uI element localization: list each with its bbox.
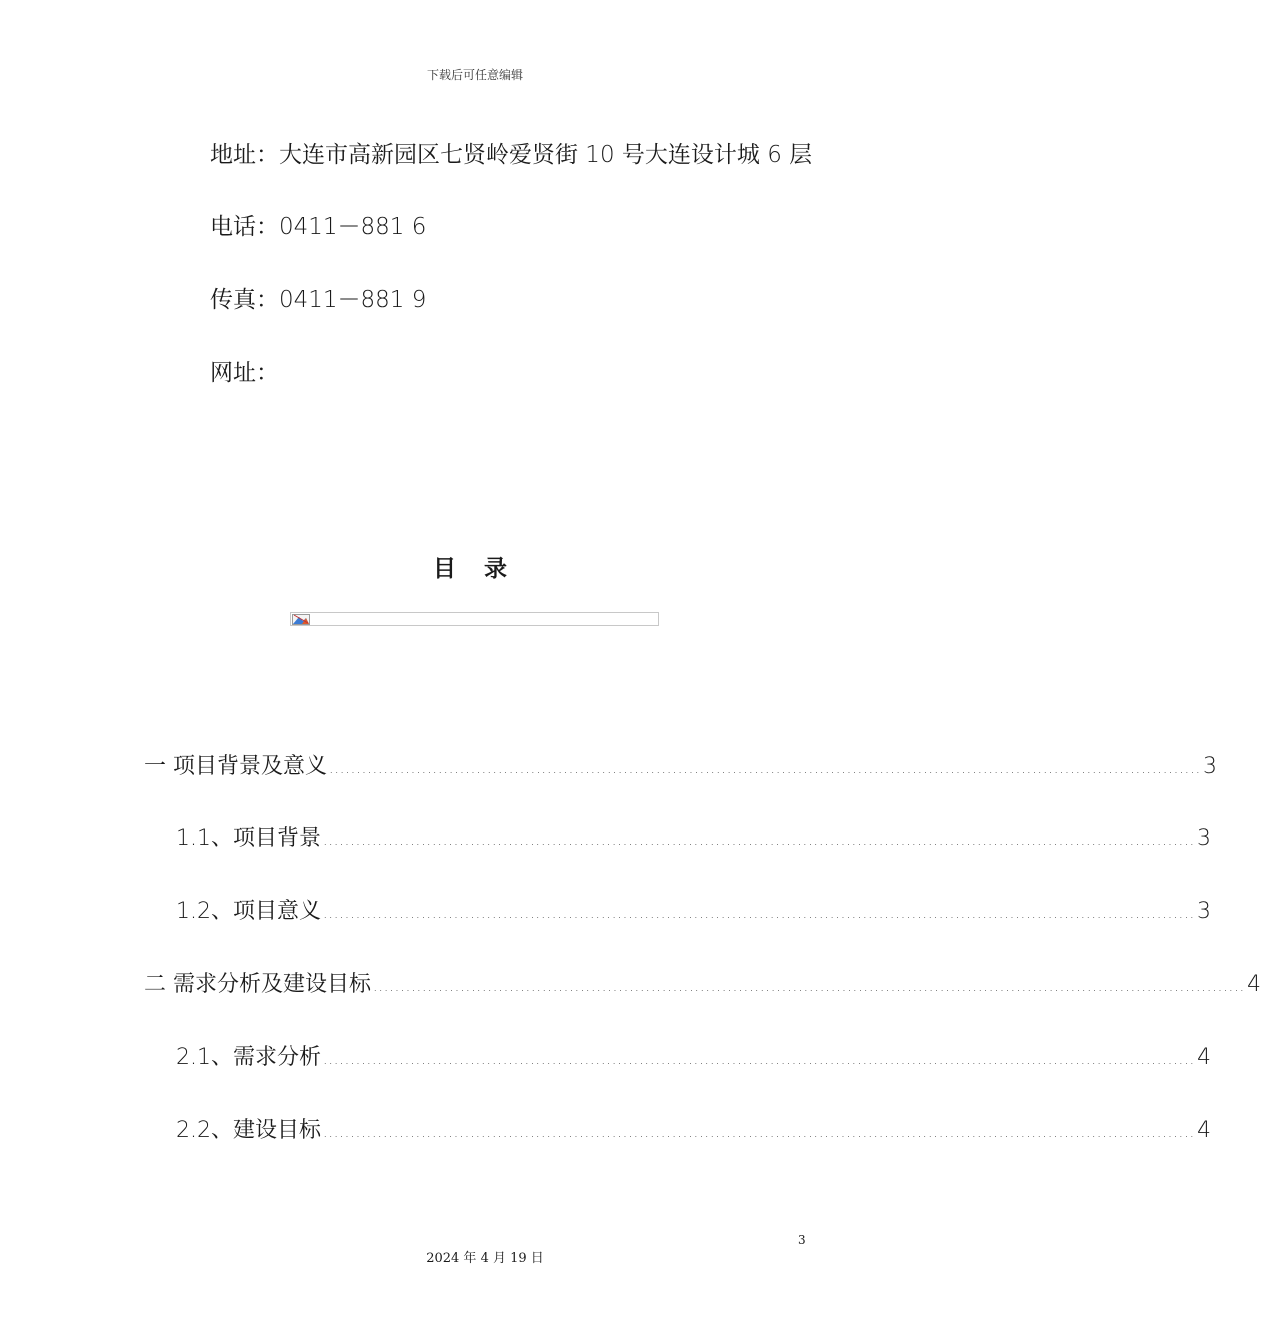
toc-entry-page: 4 <box>1197 1045 1212 1070</box>
toc-dot-leader: ................................................................................................................................................................ <box>323 906 1196 922</box>
toc-entry[interactable] <box>144 967 1261 998</box>
toc-entry-label: 2.2、建设目标 <box>176 1118 321 1143</box>
toc-entry[interactable] <box>176 894 1212 925</box>
broken-image-placeholder <box>290 612 659 626</box>
page-number: 3 <box>798 1233 806 1247</box>
toc-dot-leader: ................................................................................................................................................................ <box>323 1125 1196 1141</box>
toc-entry-page: 3 <box>1197 826 1212 851</box>
toc-title: 目 录 <box>432 556 517 582</box>
toc-entry-label: 一 项目背景及意义 <box>144 754 327 779</box>
toc-entry-label: 1.2、项目意义 <box>176 899 321 924</box>
address-line: 地址：大连市高新园区七贤岭爱贤街 10 号大连设计城 6 层 <box>210 142 813 168</box>
toc-entry-page: 3 <box>1197 899 1212 924</box>
toc-entry-page: 3 <box>1203 754 1218 779</box>
toc-entry-page: 4 <box>1197 1118 1212 1143</box>
toc-dot-leader: ................................................................................................................................................................ <box>323 1052 1196 1068</box>
page-header: 下载后可任意编辑 <box>426 68 523 82</box>
toc-entry-label: 二 需求分析及建设目标 <box>144 972 371 997</box>
toc-entry[interactable] <box>176 1113 1212 1144</box>
toc-entry[interactable] <box>176 821 1212 852</box>
toc-entry-page: 4 <box>1247 972 1261 997</box>
toc-dot-leader: ................................................................................................................................................................ <box>373 979 1246 995</box>
toc-dot-leader: ................................................................................................................................................................ <box>329 761 1202 777</box>
toc-dot-leader: ................................................................................................................................................................ <box>323 833 1196 849</box>
toc-entry[interactable] <box>176 1040 1212 1071</box>
phone-line: 电话：0411－881 6 <box>210 214 427 240</box>
website-line: 网址： <box>210 360 279 386</box>
toc-entry-label: 2.1、需求分析 <box>176 1045 321 1070</box>
broken-image-icon <box>292 614 310 625</box>
toc-entry[interactable] <box>144 749 1218 780</box>
fax-line: 传真：0411－881 9 <box>210 287 427 313</box>
toc-entry-label: 1.1、项目背景 <box>176 826 321 851</box>
footer-date: 2024 年 4 月 19 日 <box>426 1251 544 1266</box>
